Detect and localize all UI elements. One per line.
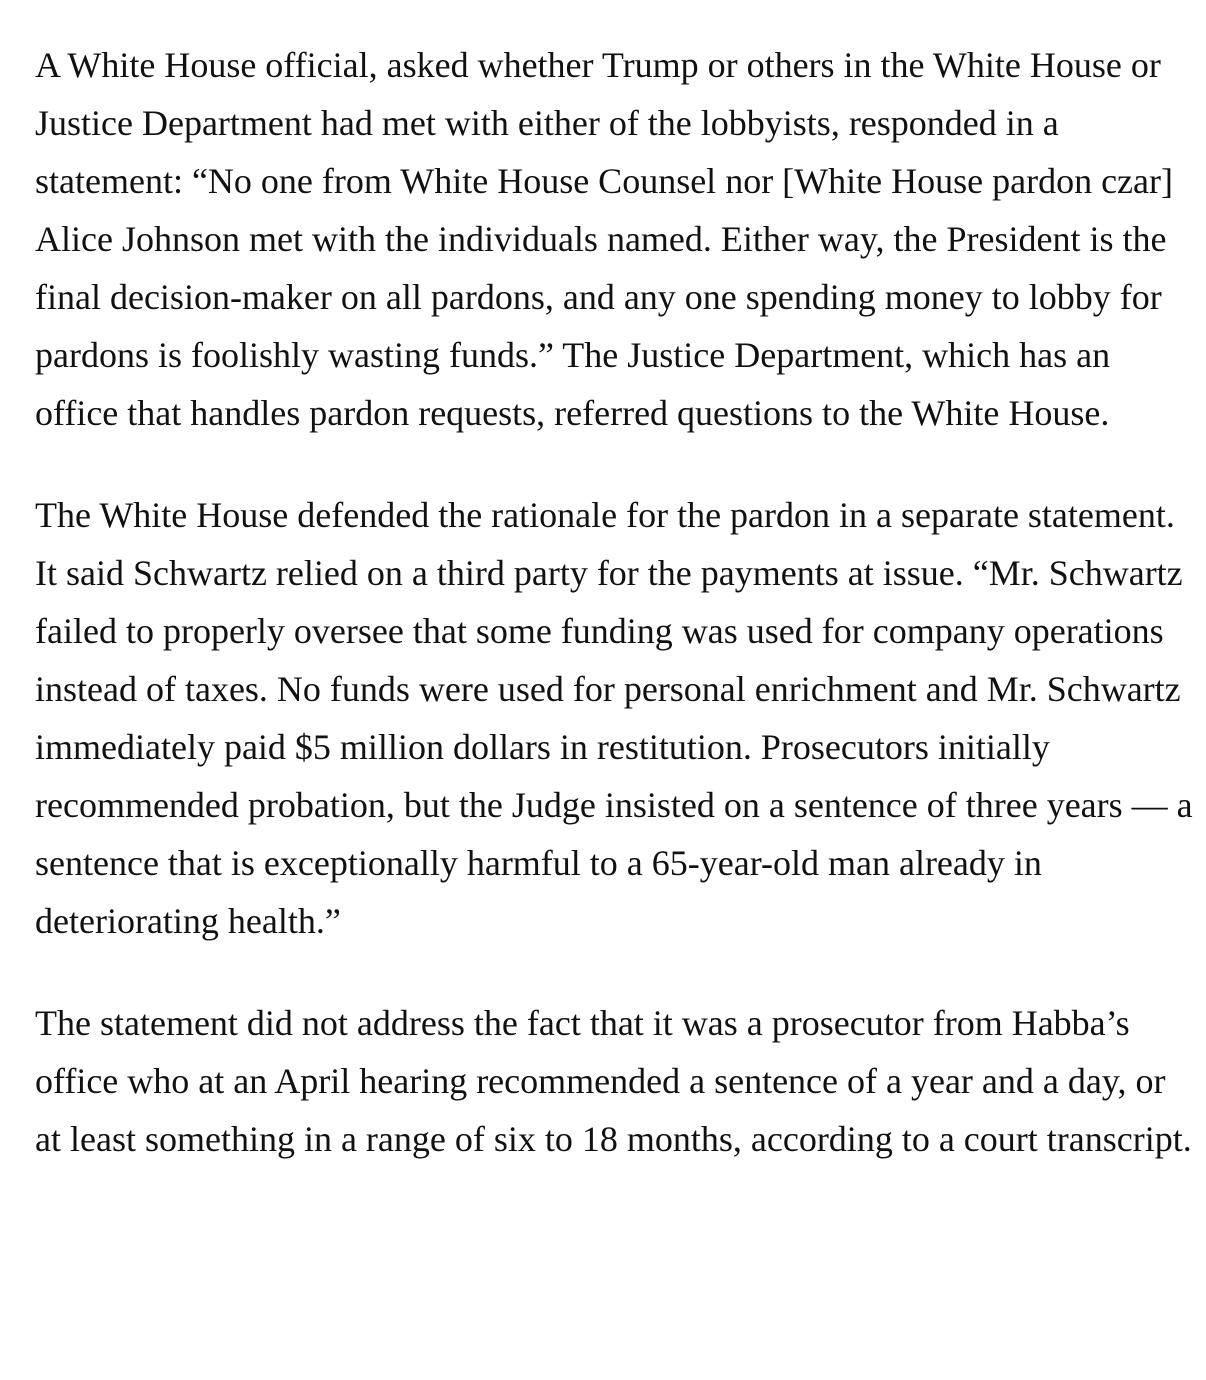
paragraph-court-transcript: The statement did not address the fact that it was a prosecutor from Habba’s office who at an April hearing recommended a sentence of a year and a day, or at least something in a range of six to 18 months, according to a court transcript. (35, 1003, 1192, 1159)
article-body (35, 36, 1195, 1168)
paragraph-white-house-official: A White House official, asked whether Trump or others in the White House or Justice Department had met with either of the lobbyists, responded in a statement: “No one from White House Counsel nor [White House pardon czar] Alice Johnson met with the individuals named. Either way, the President is the final decision-maker on all pardons, and any one spending money to lobby for pardons is foolishly wasting funds.” The Justice Department, which has an office that handles pardon requests, referred questions to the White House. (35, 45, 1173, 433)
paragraph-pardon-rationale: The White House defended the rationale for the pardon in a separate statement. It said Schwartz relied on a third party for the payments at issue. “Mr. Schwartz failed to properly oversee that some funding was used for company operations instead of taxes. No funds were used for personal enrichment and Mr. Schwartz immediately paid $5 million dollars in restitution. Prosecutors initially recommended probation, but the Judge insisted on a sentence of three years — a sentence that is exceptionally harmful to a 65-year-old man already in deteriorating health.” (35, 495, 1193, 941)
